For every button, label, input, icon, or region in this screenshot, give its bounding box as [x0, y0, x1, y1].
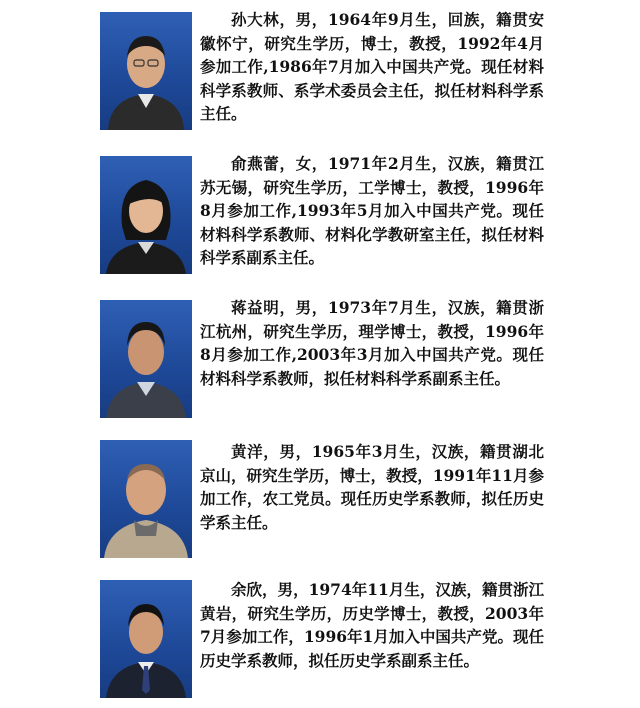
portrait-photo-1	[100, 12, 192, 130]
profile-bio-1: 孙大林，男，1964年9月生，回族，籍贯安徽怀宁，研究生学历，博士，教授，1992年4月参加工作,1986年7月加入中国共产党。现任材料科学系教师、系学术委员会主任，拟任材料科学系主任。	[200, 10, 544, 124]
profile-bio-4: 黄洋，男，1965年3月生，汉族，籍贯湖北京山，研究生学历，博士，教授，1991年11月参加工作，农工党员。现任历史学系教师，拟任历史学系主任。	[200, 442, 544, 532]
portrait-icon	[100, 156, 192, 274]
profile-bio-2: 俞燕蕾，女，1971年2月生，汉族，籍贯江苏无锡，研究生学历，工学博士，教授，1996年8月参加工作,1993年5月加入中国共产党。现任材料科学系教师、材料化学教研室主任，拟任材料科学系副系主任。	[200, 154, 544, 268]
profile-bio-3: 蒋益明，男，1973年7月生，汉族，籍贯浙江杭州，研究生学历，理学博士，教授，1996年8月参加工作,2003年3月加入中国共产党。现任材料科学系教师，拟任材料科学系副系主任。	[200, 298, 544, 388]
portrait-photo-4	[100, 440, 192, 558]
portrait-photo-5	[100, 580, 192, 698]
profile-bio-5: 余欣，男，1974年11月生，汉族，籍贯浙江黄岩，研究生学历，历史学博士，教授，2003年7月参加工作，1996年1月加入中国共产党。现任历史学系教师，拟任历史学系副系主任。	[200, 580, 544, 670]
portrait-icon	[100, 300, 192, 418]
portrait-icon	[100, 580, 192, 698]
portrait-icon	[100, 440, 192, 558]
portrait-photo-3	[100, 300, 192, 418]
portrait-icon	[100, 12, 192, 130]
portrait-photo-2	[100, 156, 192, 274]
